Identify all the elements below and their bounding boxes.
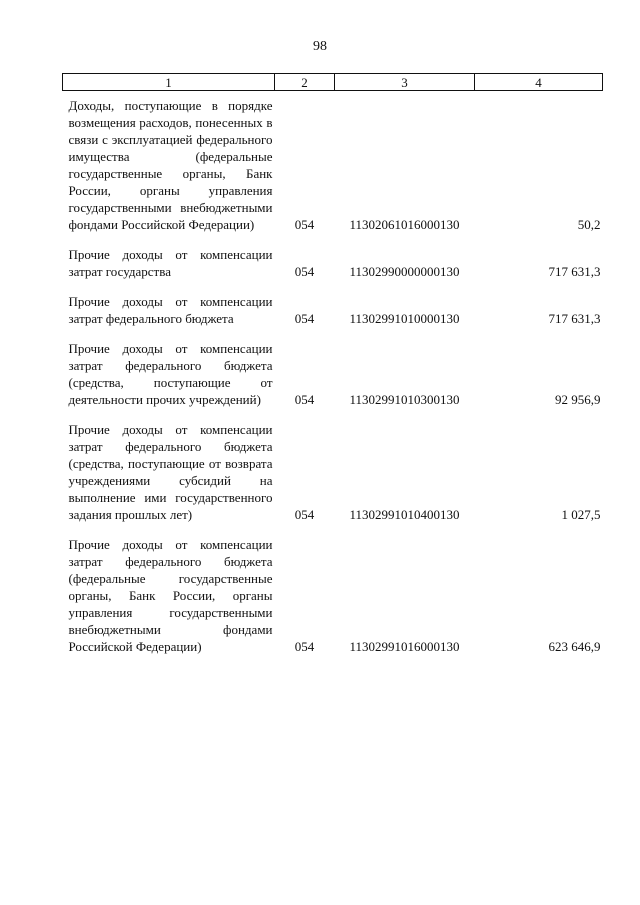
admin-code: 054 xyxy=(294,507,315,522)
amount: 717 631,3 xyxy=(548,264,601,279)
header-col-3: 3 xyxy=(335,74,475,91)
amount: 717 631,3 xyxy=(548,311,601,326)
budget-classification-code: 11302990000000130 xyxy=(349,264,460,279)
budget-classification-code: 11302991010400130 xyxy=(349,507,460,522)
budget-classification-code: 11302991010000130 xyxy=(349,311,460,326)
page-number: 98 xyxy=(313,39,327,54)
revenue-name: Доходы, поступающие в порядке возмещения расходов, понесенных в связи с эксплуатацией федерального имущества (федеральные государственные органы, Банк России, органы управления государственными внебюджетными фондами Российской Федерации) xyxy=(68,98,273,232)
budget-revenue-table xyxy=(62,73,603,658)
amount: 92 956,9 xyxy=(555,392,601,407)
admin-code: 054 xyxy=(294,311,315,326)
header-col-1: 1 xyxy=(63,74,275,91)
header-col-4: 4 xyxy=(475,74,603,91)
table-row xyxy=(63,283,603,330)
header-row xyxy=(63,74,603,91)
revenue-name: Прочие доходы от компенсации затрат государства xyxy=(68,247,273,279)
table-row xyxy=(63,330,603,411)
header-col-2: 2 xyxy=(275,74,335,91)
budget-classification-code: 11302061016000130 xyxy=(349,217,460,232)
revenue-name: Прочие доходы от компенсации затрат федерального бюджета (средства, поступающие от деятельности прочих учреждений) xyxy=(68,341,273,407)
table-row xyxy=(63,91,603,237)
table-row xyxy=(63,526,603,658)
budget-classification-code: 11302991010300130 xyxy=(349,392,460,407)
revenue-name: Прочие доходы от компенсации затрат федерального бюджета xyxy=(68,294,273,326)
amount: 1 027,5 xyxy=(561,507,601,522)
revenue-name: Прочие доходы от компенсации затрат федерального бюджета (федеральные государственные органы, Банк России, органы управления государственными внебюджетными фондами Российской Федерации) xyxy=(68,537,273,654)
table-header xyxy=(63,74,603,91)
budget-classification-code: 11302991016000130 xyxy=(349,639,460,654)
admin-code: 054 xyxy=(294,639,315,654)
admin-code: 054 xyxy=(294,392,315,407)
amount: 623 646,9 xyxy=(548,639,601,654)
table-row xyxy=(63,411,603,526)
table-row xyxy=(63,236,603,283)
amount: 50,2 xyxy=(577,217,601,232)
table-body xyxy=(63,91,603,659)
revenue-name: Прочие доходы от компенсации затрат федерального бюджета (средства, поступающие от возврата учреждениями субсидий на выполнение ими государственного задания прошлых лет) xyxy=(68,422,273,522)
admin-code: 054 xyxy=(294,217,315,232)
admin-code: 054 xyxy=(294,264,315,279)
